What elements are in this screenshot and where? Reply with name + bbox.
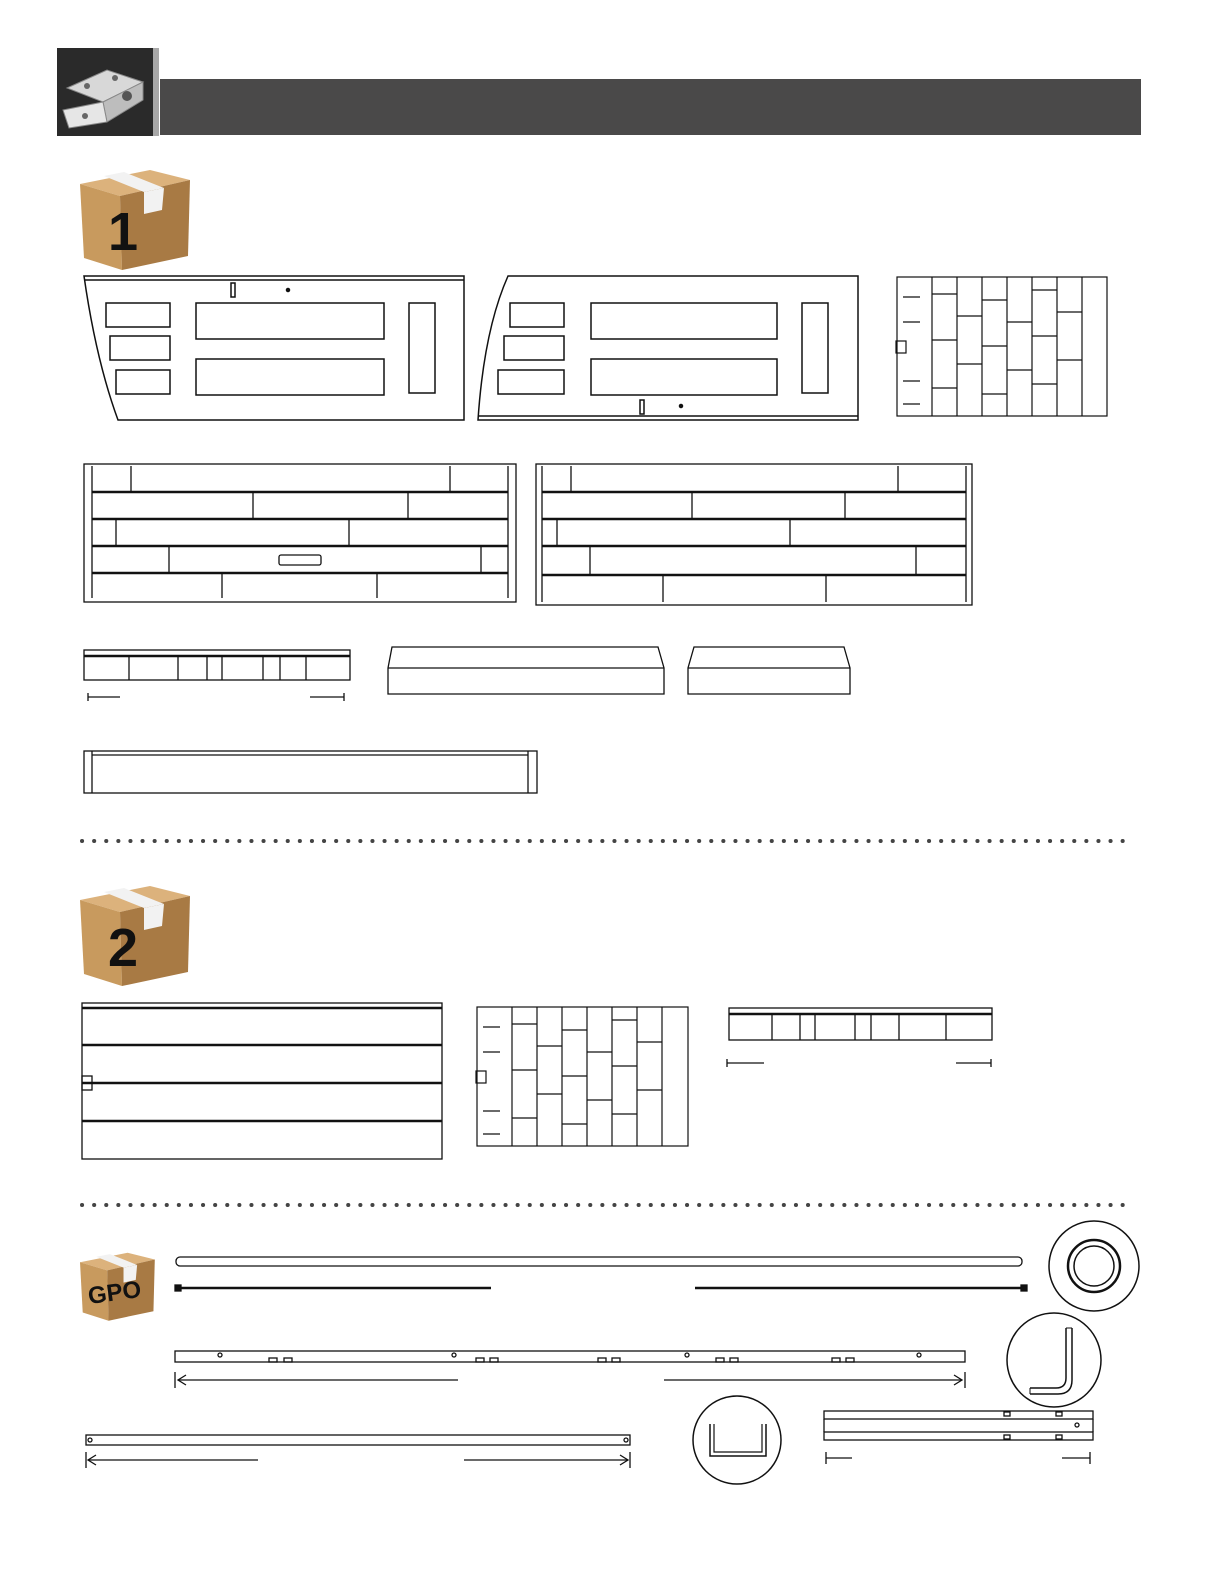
ridge-cap-icon	[84, 751, 537, 793]
floor-beam-icon	[84, 650, 350, 701]
roof-shingle-panel-icon	[476, 1007, 688, 1146]
wall-panel-icon	[536, 464, 972, 605]
box-2-label: 2	[108, 918, 139, 978]
ring-detail-icon	[1049, 1221, 1139, 1311]
wall-panel-icon	[82, 1003, 442, 1159]
trim-block-icon	[688, 647, 850, 694]
steel-bar-icon	[175, 1351, 965, 1388]
trim-block-icon	[388, 647, 664, 694]
wall-panel-icon	[84, 464, 516, 602]
door-panel-left-icon	[84, 276, 464, 420]
door-panel-right-icon	[478, 276, 858, 420]
angle-bracket-detail-icon	[1007, 1313, 1101, 1407]
roof-shingle-panel-icon	[896, 277, 1107, 416]
u-channel-detail-icon	[693, 1396, 781, 1484]
floor-beam-icon	[727, 1008, 992, 1067]
truss-rail-icon	[824, 1411, 1093, 1464]
box-gpo-label: GPO	[86, 1275, 143, 1311]
steel-bar-icon	[86, 1435, 630, 1468]
pipe-icon	[175, 1257, 1027, 1291]
box-1-label: 1	[108, 202, 139, 262]
